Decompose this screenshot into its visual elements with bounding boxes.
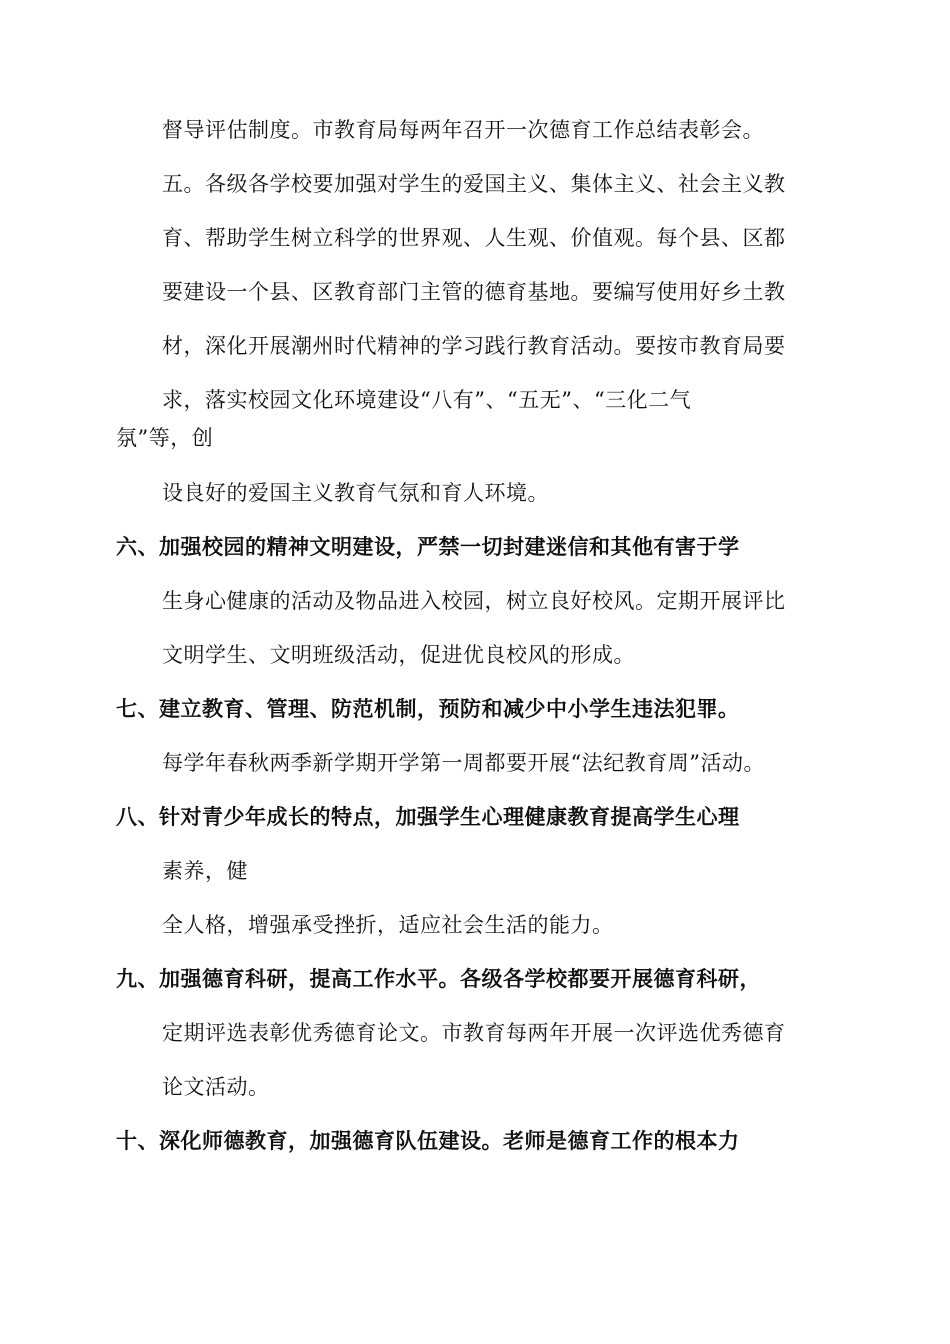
paragraph-line: 文明学生、文明班级活动，促进优良校风的形成。 <box>162 643 635 667</box>
section-heading-7: 七、建立教育、管理、防范机制，预防和减少中小学生违法犯罪。 <box>116 697 740 721</box>
paragraph-line: 要建设一个县、区教育部门主管的德育基地。要编写使用好乡土教 <box>162 280 786 304</box>
paragraph-line: 每学年春秋两季新学期开学第一周都要开展“法纪教育周”活动。 <box>162 751 765 775</box>
paragraph-line: 育、帮助学生树立科学的世界观、人生观、价值观。每个县、区都 <box>162 226 786 250</box>
paragraph-line: 全人格，增强承受挫折，适应社会生活的能力。 <box>162 913 614 937</box>
section-heading-9: 九、加强德育科研，提高工作水平。各级各学校都要开展德育科研， <box>116 967 761 991</box>
paragraph-line: 生身心健康的活动及物品进入校园，树立良好校风。定期开展评比 <box>162 589 786 613</box>
paragraph-line: 氛”等，创 <box>116 426 214 450</box>
paragraph-line: 求，落实校园文化环境建设“八有”、“五无”、“三化二气 <box>162 388 692 412</box>
paragraph-line: 材，深化开展潮州时代精神的学习践行教育活动。要按市教育局要 <box>162 334 786 358</box>
paragraph-line: 督导评估制度。市教育局每两年召开一次德育工作总结表彰会。 <box>162 118 764 142</box>
section-heading-8: 八、针对青少年成长的特点，加强学生心理健康教育提高学生心理 <box>116 805 740 829</box>
section-heading-6: 六、加强校园的精神文明建设，严禁一切封建迷信和其他有害于学 <box>116 535 740 559</box>
paragraph-line: 五。各级各学校要加强对学生的爱国主义、集体主义、社会主义教 <box>162 172 786 196</box>
paragraph-line: 设良好的爱国主义教育气氛和育人环境。 <box>162 481 549 505</box>
paragraph-line: 论文活动。 <box>162 1075 270 1099</box>
paragraph-line: 定期评选表彰优秀德育论文。市教育每两年开展一次评选优秀德育 <box>162 1021 786 1045</box>
section-heading-10: 十、深化师德教育，加强德育队伍建设。老师是德育工作的根本力 <box>116 1129 740 1153</box>
paragraph-line: 素养，健 <box>162 859 248 883</box>
